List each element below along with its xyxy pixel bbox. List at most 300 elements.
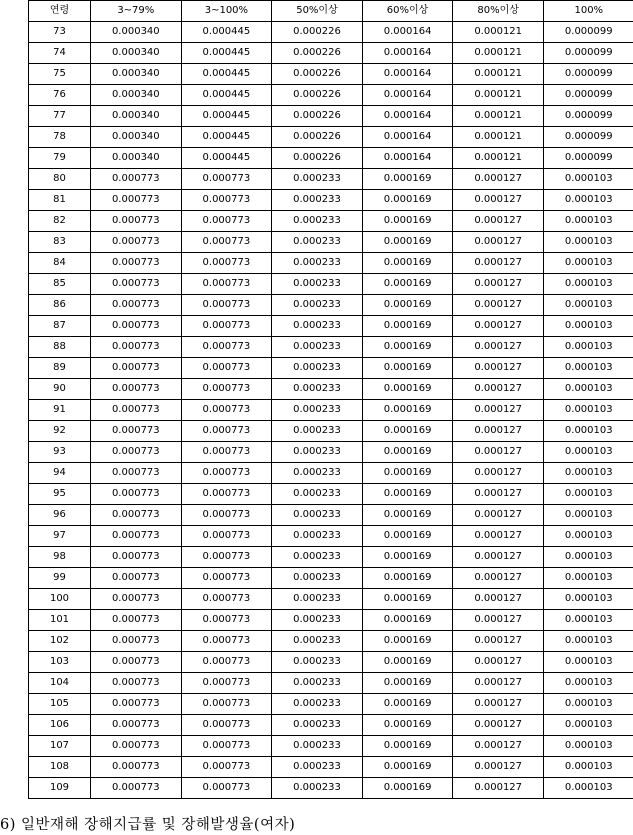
table-row [29, 484, 633, 505]
rate-cell: 0.000773 [91, 379, 182, 400]
rate-cell: 0.000121 [453, 127, 544, 148]
rate-cell: 0.000103 [543, 295, 633, 316]
rate-cell: 0.000103 [543, 379, 633, 400]
header-80-plus: 80%이상 [453, 1, 544, 22]
rate-cell: 0.000127 [453, 295, 544, 316]
rate-cell: 0.000169 [362, 652, 453, 673]
rate-cell: 0.000773 [91, 715, 182, 736]
rate-cell: 0.000169 [362, 316, 453, 337]
rate-cell: 0.000169 [362, 400, 453, 421]
rate-cell: 0.000233 [272, 295, 363, 316]
rate-cell: 0.000127 [453, 274, 544, 295]
rate-cell: 0.000773 [181, 505, 272, 526]
rate-cell: 0.000773 [91, 358, 182, 379]
header-60-plus: 60%이상 [362, 1, 453, 22]
table-row [29, 211, 633, 232]
rate-cell: 0.000773 [91, 253, 182, 274]
rate-cell: 0.000127 [453, 316, 544, 337]
rate-cell: 0.000773 [91, 484, 182, 505]
rate-cell: 0.000169 [362, 232, 453, 253]
rate-table [28, 0, 633, 799]
rate-cell: 0.000773 [91, 778, 182, 799]
rate-cell: 0.000099 [543, 22, 633, 43]
rate-cell: 0.000127 [453, 358, 544, 379]
table-row [29, 358, 633, 379]
rate-cell: 0.000445 [181, 106, 272, 127]
rate-cell: 0.000233 [272, 547, 363, 568]
age-cell: 80 [29, 169, 91, 190]
rate-cell: 0.000169 [362, 610, 453, 631]
rate-cell: 0.000103 [543, 631, 633, 652]
rate-cell: 0.000340 [91, 106, 182, 127]
rate-cell: 0.000233 [272, 631, 363, 652]
rate-cell: 0.000340 [91, 85, 182, 106]
rate-cell: 0.000127 [453, 253, 544, 274]
rate-cell: 0.000233 [272, 169, 363, 190]
rate-cell: 0.000103 [543, 211, 633, 232]
rate-cell: 0.000164 [362, 22, 453, 43]
rate-cell: 0.000127 [453, 484, 544, 505]
rate-cell: 0.000340 [91, 127, 182, 148]
rate-cell: 0.000773 [181, 190, 272, 211]
header-100: 100% [543, 1, 633, 22]
header-3-100: 3~100% [181, 1, 272, 22]
table-row [29, 757, 633, 778]
rate-cell: 0.000127 [453, 547, 544, 568]
rate-cell: 0.000169 [362, 274, 453, 295]
rate-cell: 0.000233 [272, 211, 363, 232]
age-cell: 75 [29, 64, 91, 85]
rate-cell: 0.000340 [91, 148, 182, 169]
rate-cell: 0.000103 [543, 316, 633, 337]
rate-cell: 0.000169 [362, 421, 453, 442]
rate-cell: 0.000121 [453, 85, 544, 106]
rate-cell: 0.000773 [91, 316, 182, 337]
rate-cell: 0.000127 [453, 505, 544, 526]
rate-cell: 0.000226 [272, 43, 363, 64]
rate-cell: 0.000169 [362, 295, 453, 316]
rate-cell: 0.000773 [91, 421, 182, 442]
rate-cell: 0.000164 [362, 85, 453, 106]
rate-cell: 0.000773 [181, 316, 272, 337]
age-cell: 109 [29, 778, 91, 799]
rate-cell: 0.000340 [91, 22, 182, 43]
rate-cell: 0.000127 [453, 463, 544, 484]
rate-cell: 0.000169 [362, 673, 453, 694]
rate-cell: 0.000233 [272, 778, 363, 799]
rate-cell: 0.000773 [91, 211, 182, 232]
rate-cell: 0.000127 [453, 442, 544, 463]
rate-cell: 0.000127 [453, 421, 544, 442]
age-cell: 97 [29, 526, 91, 547]
rate-cell: 0.000773 [181, 526, 272, 547]
rate-cell: 0.000233 [272, 379, 363, 400]
rate-cell: 0.000226 [272, 85, 363, 106]
rate-cell: 0.000103 [543, 274, 633, 295]
rate-cell: 0.000169 [362, 526, 453, 547]
rate-cell: 0.000169 [362, 631, 453, 652]
age-cell: 95 [29, 484, 91, 505]
rate-cell: 0.000169 [362, 442, 453, 463]
rate-cell: 0.000127 [453, 589, 544, 610]
rate-cell: 0.000340 [91, 64, 182, 85]
rate-cell: 0.000103 [543, 463, 633, 484]
rate-cell: 0.000773 [181, 379, 272, 400]
table-row [29, 673, 633, 694]
rate-cell: 0.000773 [181, 337, 272, 358]
rate-cell: 0.000169 [362, 358, 453, 379]
table-row [29, 85, 633, 106]
rate-cell: 0.000169 [362, 694, 453, 715]
rate-cell: 0.000445 [181, 64, 272, 85]
rate-cell: 0.000773 [181, 547, 272, 568]
rate-cell: 0.000233 [272, 442, 363, 463]
rate-cell: 0.000773 [181, 484, 272, 505]
rate-cell: 0.000773 [91, 295, 182, 316]
age-cell: 74 [29, 43, 91, 64]
table-row [29, 127, 633, 148]
rate-cell: 0.000103 [543, 421, 633, 442]
rate-cell: 0.000773 [91, 505, 182, 526]
rate-cell: 0.000445 [181, 85, 272, 106]
rate-cell: 0.000103 [543, 337, 633, 358]
table-row [29, 379, 633, 400]
rate-cell: 0.000169 [362, 211, 453, 232]
table-body [29, 22, 633, 799]
rate-cell: 0.000103 [543, 505, 633, 526]
rate-cell: 0.000103 [543, 442, 633, 463]
age-cell: 81 [29, 190, 91, 211]
rate-cell: 0.000445 [181, 127, 272, 148]
age-cell: 91 [29, 400, 91, 421]
rate-cell: 0.000226 [272, 127, 363, 148]
rate-cell: 0.000773 [181, 463, 272, 484]
rate-cell: 0.000103 [543, 358, 633, 379]
table-row [29, 169, 633, 190]
rate-cell: 0.000445 [181, 148, 272, 169]
rate-cell: 0.000169 [362, 589, 453, 610]
rate-cell: 0.000773 [181, 442, 272, 463]
rate-cell: 0.000099 [543, 127, 633, 148]
age-cell: 102 [29, 631, 91, 652]
table-row [29, 274, 633, 295]
rate-cell: 0.000127 [453, 736, 544, 757]
rate-cell: 0.000127 [453, 379, 544, 400]
rate-cell: 0.000103 [543, 526, 633, 547]
rate-cell: 0.000103 [543, 736, 633, 757]
rate-cell: 0.000773 [181, 211, 272, 232]
rate-cell: 0.000233 [272, 568, 363, 589]
rate-cell: 0.000233 [272, 610, 363, 631]
rate-cell: 0.000103 [543, 610, 633, 631]
age-cell: 89 [29, 358, 91, 379]
rate-cell: 0.000169 [362, 169, 453, 190]
rate-cell: 0.000445 [181, 43, 272, 64]
age-cell: 88 [29, 337, 91, 358]
rate-cell: 0.000103 [543, 190, 633, 211]
rate-cell: 0.000773 [181, 736, 272, 757]
age-cell: 76 [29, 85, 91, 106]
rate-cell: 0.000169 [362, 379, 453, 400]
table-row [29, 421, 633, 442]
rate-cell: 0.000103 [543, 253, 633, 274]
rate-cell: 0.000233 [272, 673, 363, 694]
rate-cell: 0.000773 [181, 694, 272, 715]
age-cell: 105 [29, 694, 91, 715]
rate-cell: 0.000773 [181, 169, 272, 190]
rate-cell: 0.000773 [181, 358, 272, 379]
rate-cell: 0.000773 [91, 652, 182, 673]
age-cell: 92 [29, 421, 91, 442]
table-row [29, 652, 633, 673]
table-row [29, 736, 633, 757]
rate-cell: 0.000099 [543, 64, 633, 85]
rate-cell: 0.000233 [272, 421, 363, 442]
rate-cell: 0.000233 [272, 694, 363, 715]
table-row [29, 295, 633, 316]
age-cell: 99 [29, 568, 91, 589]
header-50-plus: 50%이상 [272, 1, 363, 22]
rate-cell: 0.000233 [272, 190, 363, 211]
table-row [29, 22, 633, 43]
rate-cell: 0.000773 [91, 463, 182, 484]
rate-cell: 0.000121 [453, 43, 544, 64]
rate-cell: 0.000169 [362, 778, 453, 799]
rate-cell: 0.000103 [543, 673, 633, 694]
table-row [29, 463, 633, 484]
table-header-row [29, 1, 633, 22]
rate-cell: 0.000773 [91, 274, 182, 295]
table-row [29, 148, 633, 169]
rate-cell: 0.000127 [453, 211, 544, 232]
age-cell: 98 [29, 547, 91, 568]
rate-cell: 0.000773 [91, 547, 182, 568]
rate-cell: 0.000164 [362, 148, 453, 169]
rate-cell: 0.000103 [543, 232, 633, 253]
rate-cell: 0.000169 [362, 484, 453, 505]
rate-cell: 0.000164 [362, 127, 453, 148]
rate-cell: 0.000127 [453, 337, 544, 358]
age-cell: 84 [29, 253, 91, 274]
age-cell: 107 [29, 736, 91, 757]
rate-cell: 0.000169 [362, 547, 453, 568]
rate-cell: 0.000233 [272, 358, 363, 379]
table-row [29, 505, 633, 526]
rate-cell: 0.000226 [272, 22, 363, 43]
rate-cell: 0.000773 [91, 673, 182, 694]
age-cell: 100 [29, 589, 91, 610]
rate-cell: 0.000127 [453, 190, 544, 211]
rate-cell: 0.000773 [91, 169, 182, 190]
rate-cell: 0.000127 [453, 169, 544, 190]
rate-cell: 0.000127 [453, 232, 544, 253]
rate-cell: 0.000773 [91, 337, 182, 358]
rate-cell: 0.000233 [272, 400, 363, 421]
rate-cell: 0.000773 [91, 442, 182, 463]
rate-cell: 0.000103 [543, 589, 633, 610]
age-cell: 101 [29, 610, 91, 631]
age-cell: 73 [29, 22, 91, 43]
age-cell: 96 [29, 505, 91, 526]
rate-cell: 0.000773 [181, 568, 272, 589]
rate-cell: 0.000233 [272, 463, 363, 484]
rate-cell: 0.000103 [543, 568, 633, 589]
rate-cell: 0.000773 [181, 610, 272, 631]
rate-cell: 0.000127 [453, 568, 544, 589]
rate-cell: 0.000103 [543, 547, 633, 568]
age-cell: 77 [29, 106, 91, 127]
table-row [29, 526, 633, 547]
rate-cell: 0.000233 [272, 316, 363, 337]
rate-cell: 0.000233 [272, 715, 363, 736]
rate-cell: 0.000164 [362, 64, 453, 85]
rate-cell: 0.000773 [181, 631, 272, 652]
table-row [29, 631, 633, 652]
rate-cell: 0.000169 [362, 757, 453, 778]
rate-cell: 0.000773 [181, 589, 272, 610]
rate-cell: 0.000121 [453, 64, 544, 85]
rate-cell: 0.000103 [543, 652, 633, 673]
rate-cell: 0.000773 [181, 778, 272, 799]
rate-cell: 0.000773 [91, 190, 182, 211]
rate-cell: 0.000121 [453, 148, 544, 169]
table-row [29, 253, 633, 274]
table-row [29, 190, 633, 211]
rate-cell: 0.000233 [272, 253, 363, 274]
rate-cell: 0.000099 [543, 148, 633, 169]
rate-cell: 0.000773 [181, 421, 272, 442]
rate-cell: 0.000169 [362, 463, 453, 484]
rate-cell: 0.000233 [272, 757, 363, 778]
rate-cell: 0.000169 [362, 337, 453, 358]
rate-cell: 0.000773 [91, 610, 182, 631]
rate-cell: 0.000127 [453, 673, 544, 694]
rate-cell: 0.000773 [91, 736, 182, 757]
rate-cell: 0.000127 [453, 778, 544, 799]
table-row [29, 316, 633, 337]
rate-cell: 0.000773 [91, 589, 182, 610]
rate-cell: 0.000099 [543, 85, 633, 106]
rate-cell: 0.000233 [272, 652, 363, 673]
header-age: 연령 [29, 1, 91, 22]
rate-cell: 0.000233 [272, 337, 363, 358]
rate-cell: 0.000773 [181, 673, 272, 694]
rate-cell: 0.000099 [543, 43, 633, 64]
rate-cell: 0.000773 [181, 715, 272, 736]
rate-cell: 0.000226 [272, 148, 363, 169]
table-row [29, 715, 633, 736]
table-row [29, 610, 633, 631]
rate-cell: 0.000233 [272, 484, 363, 505]
rate-cell: 0.000169 [362, 505, 453, 526]
rate-cell: 0.000121 [453, 22, 544, 43]
rate-cell: 0.000773 [181, 253, 272, 274]
rate-cell: 0.000233 [272, 505, 363, 526]
rate-cell: 0.000127 [453, 526, 544, 547]
rate-cell: 0.000773 [181, 652, 272, 673]
section-caption: 6) 일반재해 장해지급률 및 장해발생율(여자) [0, 817, 296, 833]
age-cell: 94 [29, 463, 91, 484]
age-cell: 86 [29, 295, 91, 316]
rate-cell: 0.000773 [181, 274, 272, 295]
rate-cell: 0.000121 [453, 106, 544, 127]
rate-cell: 0.000127 [453, 400, 544, 421]
rate-cell: 0.000773 [181, 295, 272, 316]
rate-cell: 0.000226 [272, 64, 363, 85]
rate-cell: 0.000233 [272, 736, 363, 757]
rate-cell: 0.000773 [91, 757, 182, 778]
table-row [29, 442, 633, 463]
header-3-79: 3~79% [91, 1, 182, 22]
table-row [29, 400, 633, 421]
age-cell: 93 [29, 442, 91, 463]
rate-cell: 0.000127 [453, 694, 544, 715]
rate-cell: 0.000233 [272, 526, 363, 547]
age-cell: 82 [29, 211, 91, 232]
table-row [29, 694, 633, 715]
table-row [29, 589, 633, 610]
rate-cell: 0.000169 [362, 715, 453, 736]
rate-cell: 0.000445 [181, 22, 272, 43]
rate-cell: 0.000127 [453, 715, 544, 736]
table-row [29, 547, 633, 568]
table-row [29, 64, 633, 85]
rate-cell: 0.000127 [453, 610, 544, 631]
rate-cell: 0.000233 [272, 274, 363, 295]
rate-cell: 0.000103 [543, 757, 633, 778]
age-cell: 90 [29, 379, 91, 400]
table-row [29, 568, 633, 589]
rate-cell: 0.000773 [181, 232, 272, 253]
rate-cell: 0.000773 [91, 232, 182, 253]
rate-cell: 0.000773 [91, 568, 182, 589]
rate-cell: 0.000773 [91, 694, 182, 715]
rate-cell: 0.000169 [362, 568, 453, 589]
rate-cell: 0.000127 [453, 631, 544, 652]
rate-cell: 0.000773 [91, 631, 182, 652]
age-cell: 78 [29, 127, 91, 148]
rate-cell: 0.000103 [543, 484, 633, 505]
rate-cell: 0.000103 [543, 778, 633, 799]
age-cell: 104 [29, 673, 91, 694]
rate-cell: 0.000773 [181, 400, 272, 421]
age-cell: 87 [29, 316, 91, 337]
rate-cell: 0.000233 [272, 232, 363, 253]
table-row [29, 337, 633, 358]
age-cell: 83 [29, 232, 91, 253]
rate-cell: 0.000169 [362, 190, 453, 211]
rate-cell: 0.000169 [362, 736, 453, 757]
table-row [29, 232, 633, 253]
rate-cell: 0.000164 [362, 106, 453, 127]
age-cell: 106 [29, 715, 91, 736]
age-cell: 103 [29, 652, 91, 673]
rate-cell: 0.000103 [543, 400, 633, 421]
table-row [29, 778, 633, 799]
table-row [29, 43, 633, 64]
rate-cell: 0.000169 [362, 253, 453, 274]
rate-cell: 0.000226 [272, 106, 363, 127]
rate-cell: 0.000103 [543, 715, 633, 736]
rate-cell: 0.000773 [181, 757, 272, 778]
rate-cell: 0.000103 [543, 694, 633, 715]
rate-cell: 0.000164 [362, 43, 453, 64]
rate-cell: 0.000233 [272, 589, 363, 610]
rate-cell: 0.000340 [91, 43, 182, 64]
rate-cell: 0.000773 [91, 400, 182, 421]
rate-cell: 0.000127 [453, 757, 544, 778]
table-row [29, 106, 633, 127]
